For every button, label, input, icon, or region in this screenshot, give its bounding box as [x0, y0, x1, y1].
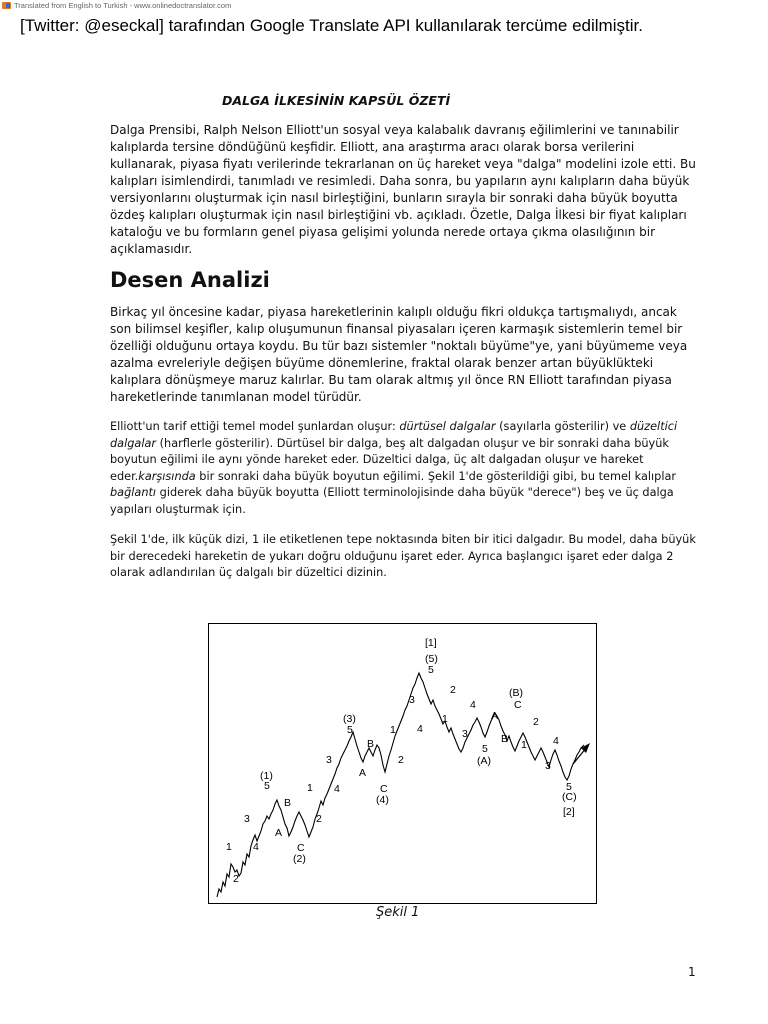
p2-link-term: bağlantı: [110, 486, 157, 499]
section-heading: Desen Analizi: [110, 268, 270, 292]
wave-label: B: [501, 733, 509, 745]
wave-label: 3: [244, 813, 250, 825]
wave-label: 3: [545, 760, 551, 772]
wave-label: 1: [226, 841, 232, 853]
wave-label: C: [297, 842, 305, 854]
wave-label: 4: [417, 723, 423, 735]
wave-label: B: [367, 738, 375, 750]
document-subtitle: DALGA İLKESİNİN KAPSÜL ÖZETİ: [222, 93, 451, 108]
wave-label: 5: [347, 724, 353, 736]
wave-label: (5): [425, 653, 438, 665]
page-number: 1: [688, 965, 696, 979]
translator-logo-icon: [2, 2, 11, 9]
wave-label: (B): [509, 687, 523, 699]
translator-bar: [0, 0, 768, 10]
wave-label: A: [275, 827, 283, 839]
wave-label: 5: [482, 743, 488, 755]
wave-label: 3: [462, 728, 468, 740]
wave-label: A: [359, 767, 367, 779]
pattern-paragraph-1: Birkaç yıl öncesine kadar, piyasa hareketlerinin kalıplı olduğu fikri oldukça tartışmalıydı, ancak son bilimsel keşifler, kalıp oluşumunun finansal piyasaları içeren karmaşık sistemlerin temel bir özelliği olduğunu ortaya koydu. Bu tür bazı sistemler "noktalı büyüme"ye, yani büyümeme veya azalma evreleriyle değişen büyüme dönemlerine, fraktal olarak benzer artan büyüklükteki kalıplara dönüşmeye maruz kalırlar. Bu tam olarak altmış yıl önce RN Elliott tarafından piyasa hareketlerinde tanımlanan model türüdür.: [110, 305, 688, 404]
wave-line: [217, 673, 584, 897]
figure-caption: Şekil 1: [376, 905, 420, 920]
p2-against-term: karşısında: [138, 469, 196, 483]
wave-label: 5: [566, 781, 572, 793]
elliott-wave-figure: [208, 623, 597, 904]
wave-label: 4: [470, 699, 476, 711]
wave-label: 3: [409, 694, 415, 706]
intro-paragraph: Dalga Prensibi, Ralph Nelson Elliott'un sosyal veya kalabalık davranış eğilimlerini ve tanınabilir kalıplarda tersine döndüğünü keşfidir. Elliott, ana araştırma aracı olarak borsa verilerini kullanarak, piyasa fiyatı verilerinde tekrarlanan on üç hareket veya "dalga" modelini izole etti. Bu kalıpları isimlendirdi, tanımladı ve resimledi. Daha sonra, bu yapıların aynı kalıpların daha büyük versiyonlarını oluşturmak için nasıl birleştiğini, bunların sırayla bir sonraki daha büyük boyutta özdeş kalıpları oluşturmak için nasıl birleştiğini vb. açıkladı. Özetle, Dalga İlkesi bir fiyat kalıpları kataloğu ve bu formların genel piyasa gelişimi yolunda nerede ortaya çıkma olasılığının bir açıklamasıdır.: [110, 123, 696, 256]
pattern-paragraph-2: [110, 419, 700, 518]
wave-label: 1: [390, 724, 396, 736]
wave-label: 4: [253, 841, 259, 853]
wave-label: (2): [293, 853, 306, 865]
wave-label: 2: [316, 813, 322, 825]
wave-label: (A): [477, 755, 491, 767]
p2-text-a: Elliott'un tarif ettiği temel model şunlardan oluşur:: [110, 420, 400, 433]
wave-label: [2]: [563, 806, 575, 818]
wave-diagram: [209, 624, 598, 905]
wave-label: 2: [398, 754, 404, 766]
wave-label: 5: [428, 664, 434, 676]
wave-label: 1: [521, 739, 527, 751]
wave-label: 3: [326, 754, 332, 766]
wave-label: C: [380, 783, 388, 795]
pattern-paragraph-3: Şekil 1'de, ilk küçük dizi, 1 ile etiketlenen tepe noktasında biten bir itici dalgadır. Bu model, daha büyük bir derecedeki hareketin de yukarı doğru olduğunu işaret eder. Ayrıca başlangıcı işaret eder dalga 2 olarak adlandırılan üç dalgalı bir düzeltici dizinin.: [110, 533, 696, 579]
p2-text-g: bir sonraki daha büyük boyutun eğilimi. Şekil 1'de gösterildiği gibi, bu temel kalıplar: [195, 469, 677, 483]
wave-label: B: [284, 797, 292, 809]
wave-label: A: [491, 710, 499, 722]
wave-label: (3): [343, 713, 356, 725]
p2-text-i: giderek daha büyük boyutta (Elliott terminolojisinde daha büyük "derece") beş ve üç dalga yapıları oluşturmak için.: [110, 486, 674, 516]
p2-corrective-term: düzeltici dalgalar: [110, 420, 678, 450]
wave-label: 4: [334, 783, 340, 795]
wave-label: (1): [260, 770, 273, 782]
arrow-head-icon: [581, 743, 590, 753]
wave-label: 4: [553, 735, 559, 747]
wave-label: 2: [233, 873, 239, 885]
wave-label: 1: [442, 713, 448, 725]
translator-bar-text: Translated from English to Turkish - www.onlinedoctranslator.com: [14, 0, 232, 10]
p2-text-c: (sayılarla gösterilir) ve: [495, 420, 630, 433]
wave-label: 1: [307, 782, 313, 794]
wave-label: 2: [533, 716, 539, 728]
p2-impulse-term: dürtüsel dalgalar: [399, 420, 496, 433]
translation-banner: [Twitter: @eseckal] tarafından Google Translate API kullanılarak tercüme edilmiştir.: [20, 16, 643, 35]
wave-label: 5: [264, 780, 270, 792]
p2-text-e: (harflerle gösterilir). Dürtüsel bir dalga, beş alt dalgadan oluşur ve bir sonraki daha büyük boyutun eğilimi ile aynı yönde hareket eder. Düzeltici dalga, üç alt dalgadan oluşur ve hareket eder.: [110, 436, 669, 483]
wave-label: [1]: [425, 637, 437, 649]
wave-label: (4): [376, 794, 389, 806]
wave-label: C: [514, 699, 522, 711]
wave-label: (C): [562, 791, 577, 803]
wave-label: 2: [450, 684, 456, 696]
